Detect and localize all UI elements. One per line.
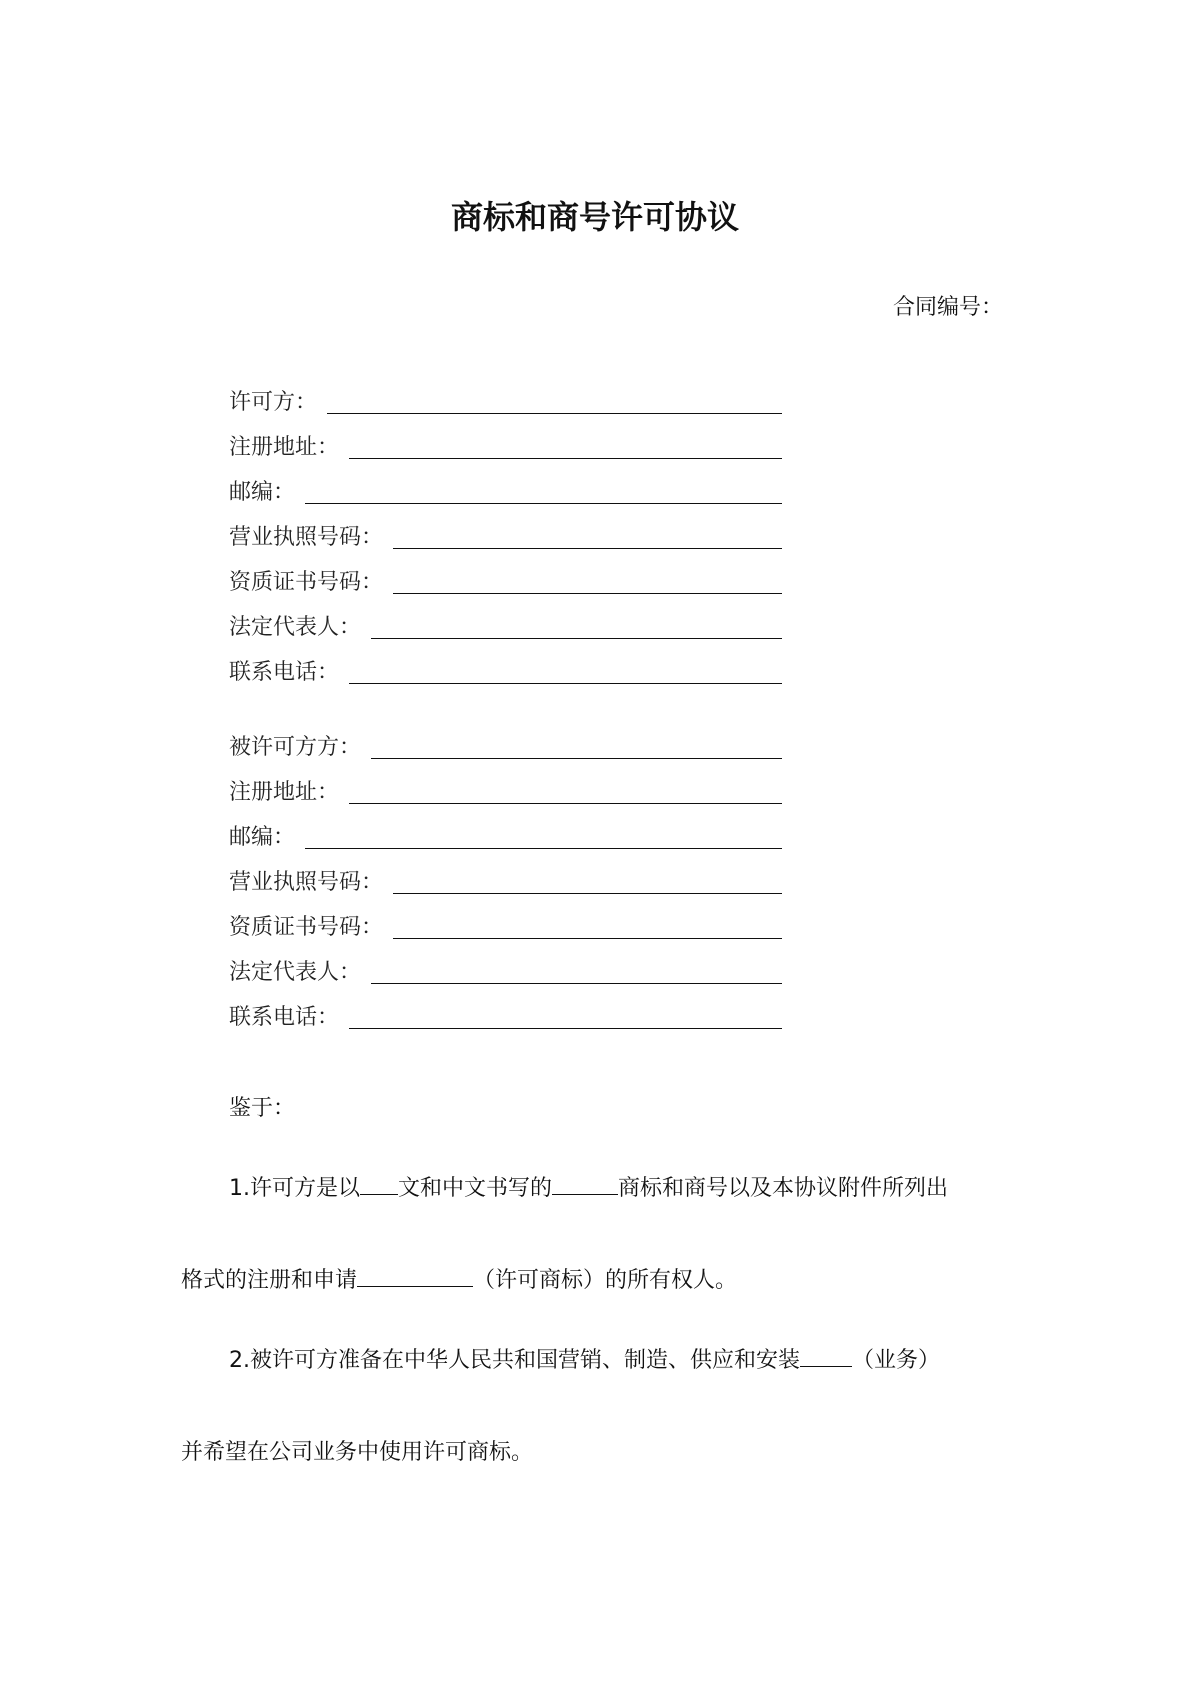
field-label: 法定代表人： xyxy=(229,615,362,640)
recital-1-line-2 xyxy=(181,1266,737,1296)
licensor-legal-rep-row xyxy=(229,609,782,643)
licensee-phone-blank[interactable] xyxy=(349,1002,782,1029)
field-label: 被许可方方： xyxy=(229,735,362,760)
recital-2-line-2: 并希望在公司业务中使用许可商标。 xyxy=(181,1440,534,1465)
licensor-phone-blank[interactable] xyxy=(349,657,782,684)
licensee-address-blank[interactable] xyxy=(349,777,782,804)
licensor-legal-rep-blank[interactable] xyxy=(371,612,782,639)
recital-1-line-1 xyxy=(229,1174,948,1204)
licensee-cert-no-blank[interactable] xyxy=(393,912,782,939)
licensee-postcode-row xyxy=(229,819,782,853)
field-label: 资质证书号码： xyxy=(229,915,384,940)
licensor-postcode-row xyxy=(229,474,782,508)
recital-text: （业务） xyxy=(852,1348,941,1373)
licensee-name-blank[interactable] xyxy=(371,732,782,759)
contract-number-label: 合同编号： xyxy=(893,295,1004,320)
field-label: 邮编： xyxy=(229,825,296,850)
recitals-heading: 鉴于： xyxy=(229,1096,296,1121)
field-label: 法定代表人： xyxy=(229,960,362,985)
recital-text: 1.许可方是以 xyxy=(229,1176,360,1201)
field-label: 许可方： xyxy=(229,390,318,415)
field-label: 营业执照号码： xyxy=(229,525,384,550)
licensee-legal-rep-row xyxy=(229,954,782,988)
licensee-license-no-blank[interactable] xyxy=(393,867,782,894)
recital-text: 商标和商号以及本协议附件所列出 xyxy=(618,1176,949,1201)
licensor-license-no-row xyxy=(229,519,782,553)
licensee-name-row xyxy=(229,729,782,763)
licensee-license-no-row xyxy=(229,864,782,898)
licensee-postcode-blank[interactable] xyxy=(305,822,782,849)
licensor-address-row xyxy=(229,429,782,463)
field-label: 注册地址： xyxy=(229,780,340,805)
language-blank[interactable] xyxy=(360,1174,398,1195)
licensee-phone-row xyxy=(229,999,782,1033)
licensor-name-row xyxy=(229,384,782,418)
field-label: 联系电话： xyxy=(229,660,340,685)
field-label: 营业执照号码： xyxy=(229,870,384,895)
trademark-blank[interactable] xyxy=(552,1174,618,1195)
recital-text: 格式的注册和申请 xyxy=(181,1268,358,1293)
licensor-license-no-blank[interactable] xyxy=(393,522,782,549)
recital-text: 文和中文书写的 xyxy=(398,1176,553,1201)
recital-text: （许可商标）的所有权人。 xyxy=(473,1268,738,1293)
licensee-address-row xyxy=(229,774,782,808)
business-blank[interactable] xyxy=(800,1346,852,1367)
licensor-address-blank[interactable] xyxy=(349,432,782,459)
licensor-cert-no-row xyxy=(229,564,782,598)
recital-2-line-1 xyxy=(229,1346,940,1376)
licensor-phone-row xyxy=(229,654,782,688)
field-label: 邮编： xyxy=(229,480,296,505)
field-label: 资质证书号码： xyxy=(229,570,384,595)
licensee-legal-rep-blank[interactable] xyxy=(371,957,782,984)
licensee-cert-no-row xyxy=(229,909,782,943)
recital-text: 2.被许可方准备在中华人民共和国营销、制造、供应和安装 xyxy=(229,1348,800,1373)
licensor-postcode-blank[interactable] xyxy=(305,477,782,504)
licensor-cert-no-blank[interactable] xyxy=(393,567,782,594)
field-label: 注册地址： xyxy=(229,435,340,460)
registration-blank[interactable] xyxy=(357,1266,473,1287)
document-title: 商标和商号许可协议 xyxy=(450,198,739,236)
licensor-name-blank[interactable] xyxy=(327,387,782,414)
field-label: 联系电话： xyxy=(229,1005,340,1030)
